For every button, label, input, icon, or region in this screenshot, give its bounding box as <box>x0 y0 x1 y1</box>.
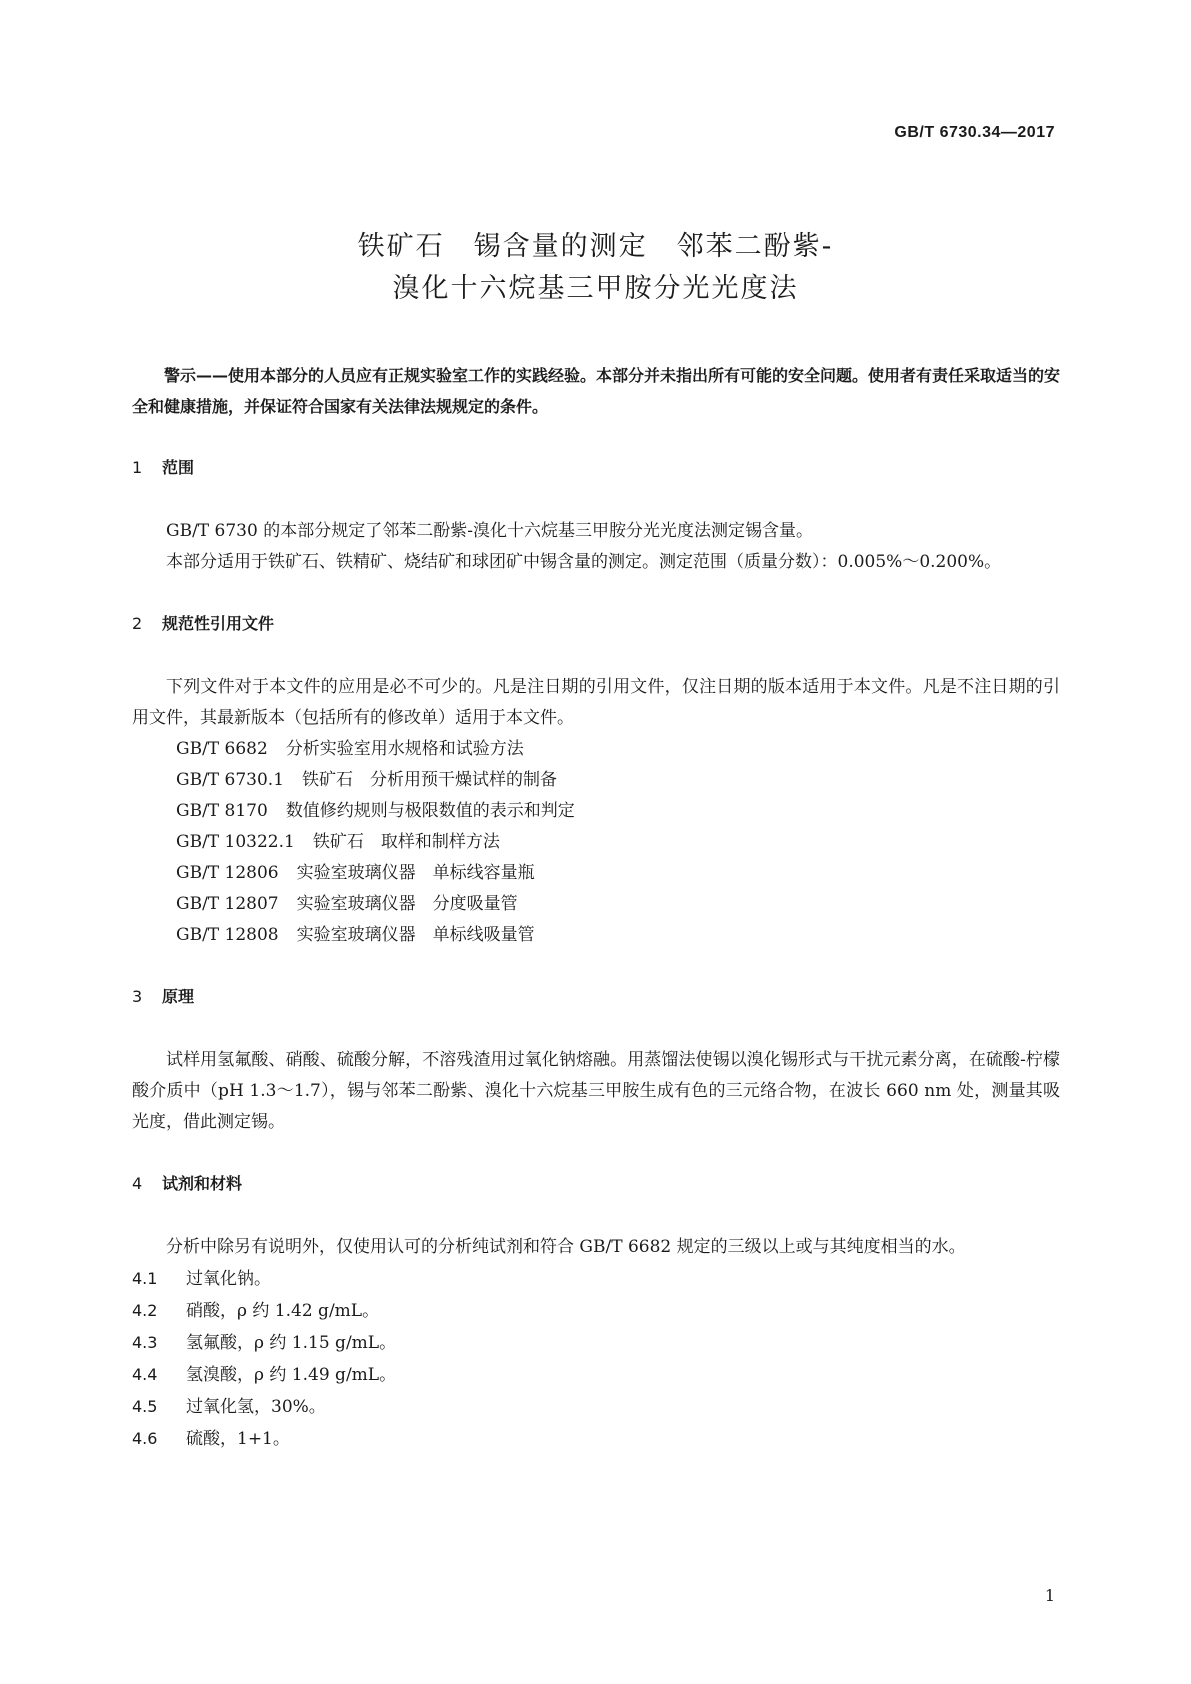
reference-item <box>132 858 1060 889</box>
section-heading-1 <box>132 452 1060 483</box>
section-title: 规范性引用文件 <box>162 614 275 633</box>
reference-code: GB/T 12808 <box>176 925 279 945</box>
standard-code: GB/T 6730.34—2017 <box>894 124 1055 141</box>
reference-name: 铁矿石 取样和制样方法 <box>312 832 500 852</box>
list-item <box>132 1263 1060 1295</box>
reference-name: 实验室玻璃仪器 单标线容量瓶 <box>296 863 535 883</box>
item-text: 氢溴酸，ρ 约 1.49 g/mL。 <box>186 1365 397 1385</box>
title-line-1: 铁矿石 锡含量的测定 邻苯二酚紫- <box>357 231 834 262</box>
paragraph: 试样用氢氟酸、硝酸、硫酸分解，不溶残渣用过氧化钠熔融。用蒸馏法使锡以溴化锡形式与干扰元素分离，在硫酸-柠檬酸介质中（pH 1.3～1.7），锡与邻苯二酚紫、溴化十六烷基三甲胺生成有色的三元络合物，在波长 660 nm 处，测量其吸光度，借此测定锡。 <box>132 1050 1060 1132</box>
page-number: 1 <box>1044 1586 1055 1605</box>
reference-name: 分析实验室用水规格和试验方法 <box>285 739 524 759</box>
warning-paragraph: 警示——使用本部分的人员应有正规实验室工作的实践经验。本部分并未指出所有可能的安全问题。使用者有责任采取适当的安全和健康措施，并保证符合国家有关法律法规规定的条件。 <box>132 366 1061 416</box>
list-item <box>132 1423 1060 1455</box>
section-title: 范围 <box>162 458 195 477</box>
document-title <box>0 226 1191 310</box>
reference-name: 实验室玻璃仪器 分度吸量管 <box>296 894 518 914</box>
item-text: 硝酸，ρ 约 1.42 g/mL。 <box>186 1301 380 1321</box>
item-text: 硫酸，1+1。 <box>186 1429 290 1449</box>
section-title: 原理 <box>162 987 195 1006</box>
paragraph: 分析中除另有说明外，仅使用认可的分析纯试剂和符合 GB/T 6682 规定的三级以上或与其纯度相当的水。 <box>166 1237 966 1257</box>
reference-item <box>132 889 1060 920</box>
reference-code: GB/T 6730.1 <box>176 770 285 790</box>
reference-code: GB/T 6682 <box>176 739 268 759</box>
document-body <box>132 360 1060 1455</box>
section-number: 1 <box>132 458 143 477</box>
paragraph: GB/T 6730 的本部分规定了邻苯二酚紫-溴化十六烷基三甲胺分光光度法测定锡含量。 <box>166 521 813 541</box>
item-text: 氢氟酸，ρ 约 1.15 g/mL。 <box>186 1333 397 1353</box>
section-number: 2 <box>132 614 143 633</box>
reference-code: GB/T 8170 <box>176 801 268 821</box>
title-line-2: 溴化十六烷基三甲胺分光光度法 <box>392 273 799 304</box>
reference-item <box>132 920 1060 951</box>
reference-code: GB/T 12807 <box>176 894 279 914</box>
section-heading-4 <box>132 1168 1060 1199</box>
item-text: 过氧化钠。 <box>186 1269 271 1289</box>
section-heading-3 <box>132 981 1060 1012</box>
item-number: 4.6 <box>132 1429 158 1448</box>
list-item <box>132 1327 1060 1359</box>
reference-item <box>132 734 1060 765</box>
reference-name: 数值修约规则与极限数值的表示和判定 <box>285 801 575 821</box>
section-title: 试剂和材料 <box>162 1174 243 1193</box>
item-text: 过氧化氢，30%。 <box>186 1397 326 1417</box>
reference-name: 铁矿石 分析用预干燥试样的制备 <box>302 770 558 790</box>
item-number: 4.4 <box>132 1365 158 1384</box>
section-heading-2 <box>132 608 1060 639</box>
item-number: 4.5 <box>132 1397 158 1416</box>
section-number: 4 <box>132 1174 143 1193</box>
item-number: 4.1 <box>132 1269 158 1288</box>
reference-item <box>132 765 1060 796</box>
reference-item <box>132 796 1060 827</box>
reference-code: GB/T 12806 <box>176 863 279 883</box>
paragraph: 本部分适用于铁矿石、铁精矿、烧结矿和球团矿中锡含量的测定。测定范围（质量分数）：0.005%～0.200%。 <box>166 552 1002 572</box>
section-number: 3 <box>132 987 143 1006</box>
reference-code: GB/T 10322.1 <box>176 832 295 852</box>
list-item <box>132 1359 1060 1391</box>
paragraph: 下列文件对于本文件的应用是必不可少的。凡是注日期的引用文件，仅注日期的版本适用于本文件。凡是不注日期的引用文件，其最新版本（包括所有的修改单）适用于本文件。 <box>132 677 1060 728</box>
item-number: 4.3 <box>132 1333 158 1352</box>
list-item <box>132 1295 1060 1327</box>
reference-name: 实验室玻璃仪器 单标线吸量管 <box>296 925 535 945</box>
item-number: 4.2 <box>132 1301 158 1320</box>
list-item <box>132 1391 1060 1423</box>
reference-item <box>132 827 1060 858</box>
